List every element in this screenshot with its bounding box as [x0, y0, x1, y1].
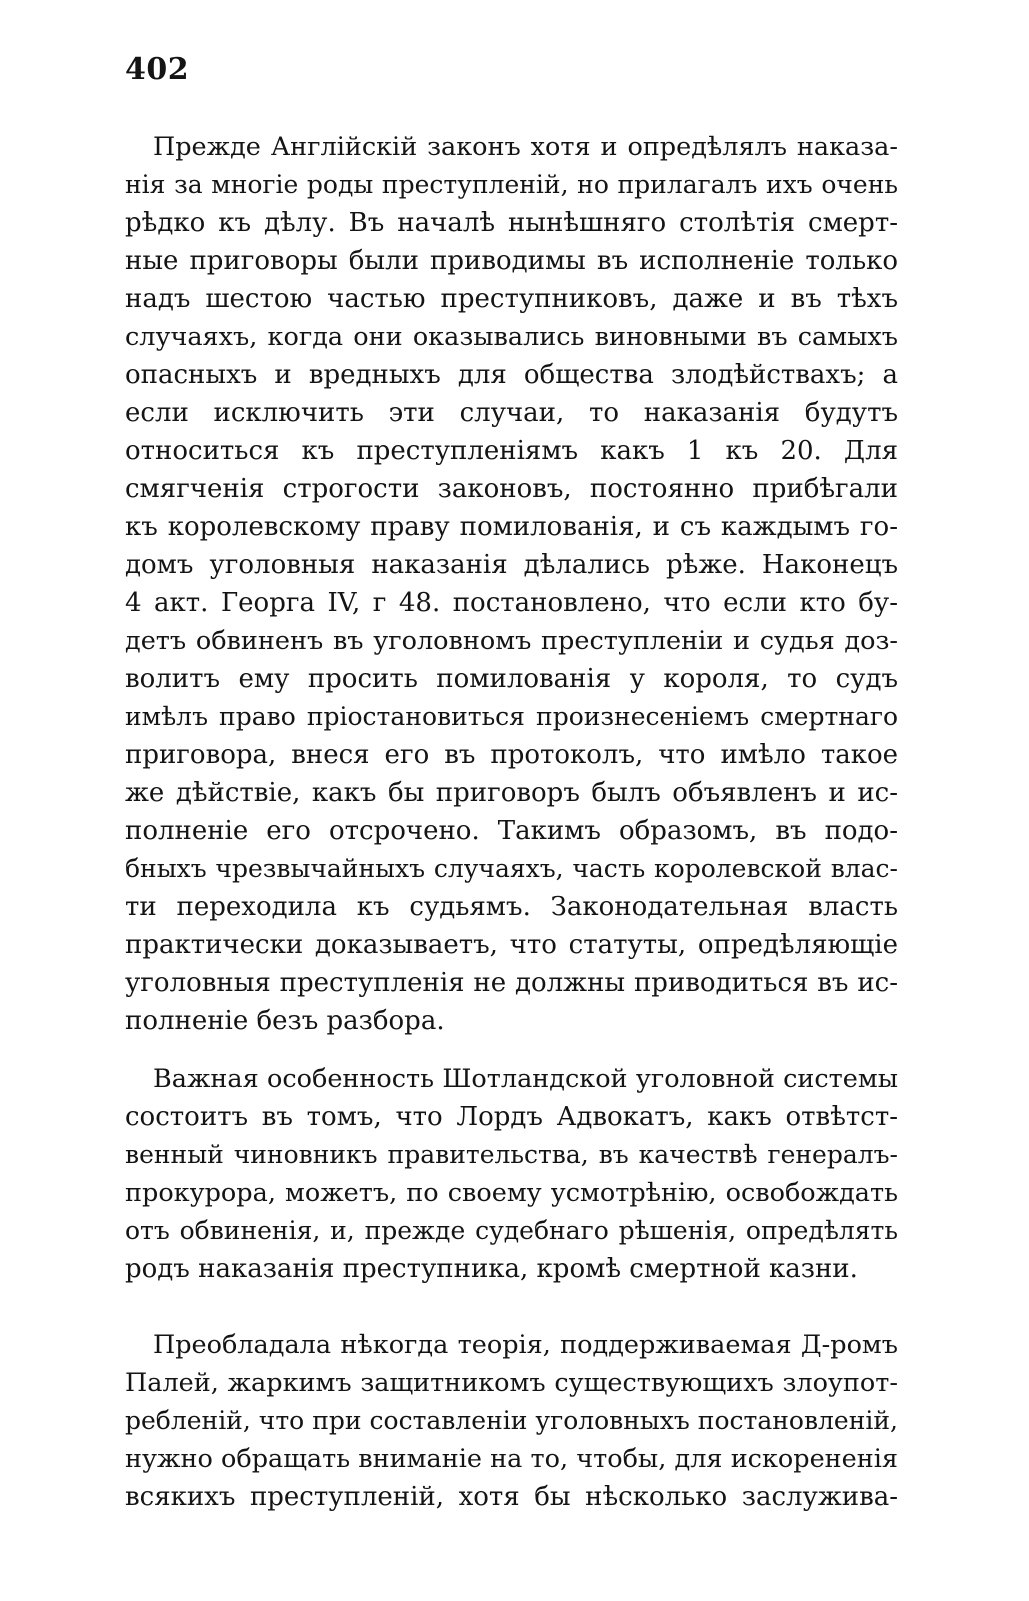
text-line: ти переходила къ судьямъ. Законодательная власть	[125, 892, 898, 922]
text-line: нія за многіе роды преступленій, но прилагалъ ихъ очень	[125, 170, 898, 199]
text-line: ные приговоры были приводимы въ исполненіе только	[125, 246, 898, 276]
text-line: Преобладала нѣкогда теорія, поддерживаемая Д-ромъ	[153, 1330, 898, 1360]
text-line: всякихъ преступленій, хотя бы нѣсколько заслужива-	[125, 1482, 898, 1512]
text-line: отъ обвиненія, и, прежде судебнаго рѣшенія, опредѣлять	[125, 1216, 898, 1245]
text-line: смягченія строгости законовъ, постоянно прибѣгали	[125, 474, 898, 504]
text-line: состоитъ въ томъ, что Лордъ Адвокатъ, какъ отвѣтст-	[125, 1102, 898, 1132]
paragraph-3	[125, 1326, 898, 1516]
text-line: случаяхъ, когда они оказывались виновными въ самыхъ	[125, 322, 898, 352]
text-line: полненіе его отсрочено. Такимъ образомъ, въ подо-	[125, 816, 898, 846]
text-line: венный чиновникъ правительства, въ качествѣ генералъ-	[125, 1140, 898, 1169]
text-line: приговора, внеся его въ протоколъ, что имѣло такое	[125, 740, 898, 770]
page-number: 402	[125, 52, 190, 87]
text-line: 4 акт. Георга IV, г 48. постановлено, что если кто бу-	[125, 588, 898, 618]
text-line: практически доказываетъ, что статуты, опредѣляющіе	[125, 930, 898, 960]
paragraph-1	[125, 128, 898, 1040]
text-line: же дѣйствіе, какъ бы приговоръ былъ объявленъ и ис-	[125, 778, 898, 808]
paragraph-2	[125, 1060, 898, 1288]
text-line: Палей, жаркимъ защитникомъ существующихъ злоупот-	[125, 1368, 898, 1398]
text-line: рѣдко къ дѣлу. Въ началѣ нынѣшняго столѣтія смерт-	[125, 208, 898, 238]
text-line: опасныхъ и вредныхъ для общества злодѣйствахъ; а	[125, 360, 898, 390]
text-line: родъ наказанія преступника, кромѣ смертной казни.	[125, 1254, 858, 1284]
text-line: полненіе безъ разбора.	[125, 1006, 445, 1036]
text-line: къ королевскому праву помилованія, и съ каждымъ го-	[125, 512, 898, 542]
text-line: домъ уголовныя наказанія дѣлались рѣже. Наконецъ	[125, 550, 898, 580]
text-line: надъ шестою частью преступниковъ, даже и въ тѣхъ	[125, 284, 898, 314]
text-line: Важная особенность Шотландской уголовной системы	[153, 1064, 898, 1094]
text-line: волитъ ему просить помилованія у короля, то судъ	[125, 664, 898, 694]
text-line: нужно обращать вниманіе на то, чтобы, для искорененія	[125, 1444, 898, 1474]
text-line: бныхъ чрезвычайныхъ случаяхъ, часть королевской влас-	[125, 854, 898, 883]
text-line: Прежде Англійскій законъ хотя и опредѣлялъ наказа-	[153, 132, 898, 162]
text-line: имѣлъ право пріостановиться произнесеніемъ смертнаго	[125, 702, 898, 731]
text-line: уголовныя преступленія не должны приводиться въ ис-	[125, 968, 898, 998]
text-line: если исключить эти случаи, то наказанія будутъ	[125, 398, 898, 428]
text-line: прокурора, можетъ, по своему усмотрѣнію, освобождать	[125, 1178, 898, 1208]
text-line: относиться къ преступленіямъ какъ 1 къ 20. Для	[125, 436, 898, 466]
text-line: ребленій, что при составленіи уголовныхъ постановленій,	[125, 1406, 898, 1435]
text-line: детъ обвиненъ въ уголовномъ преступленіи и судья доз-	[125, 626, 898, 656]
